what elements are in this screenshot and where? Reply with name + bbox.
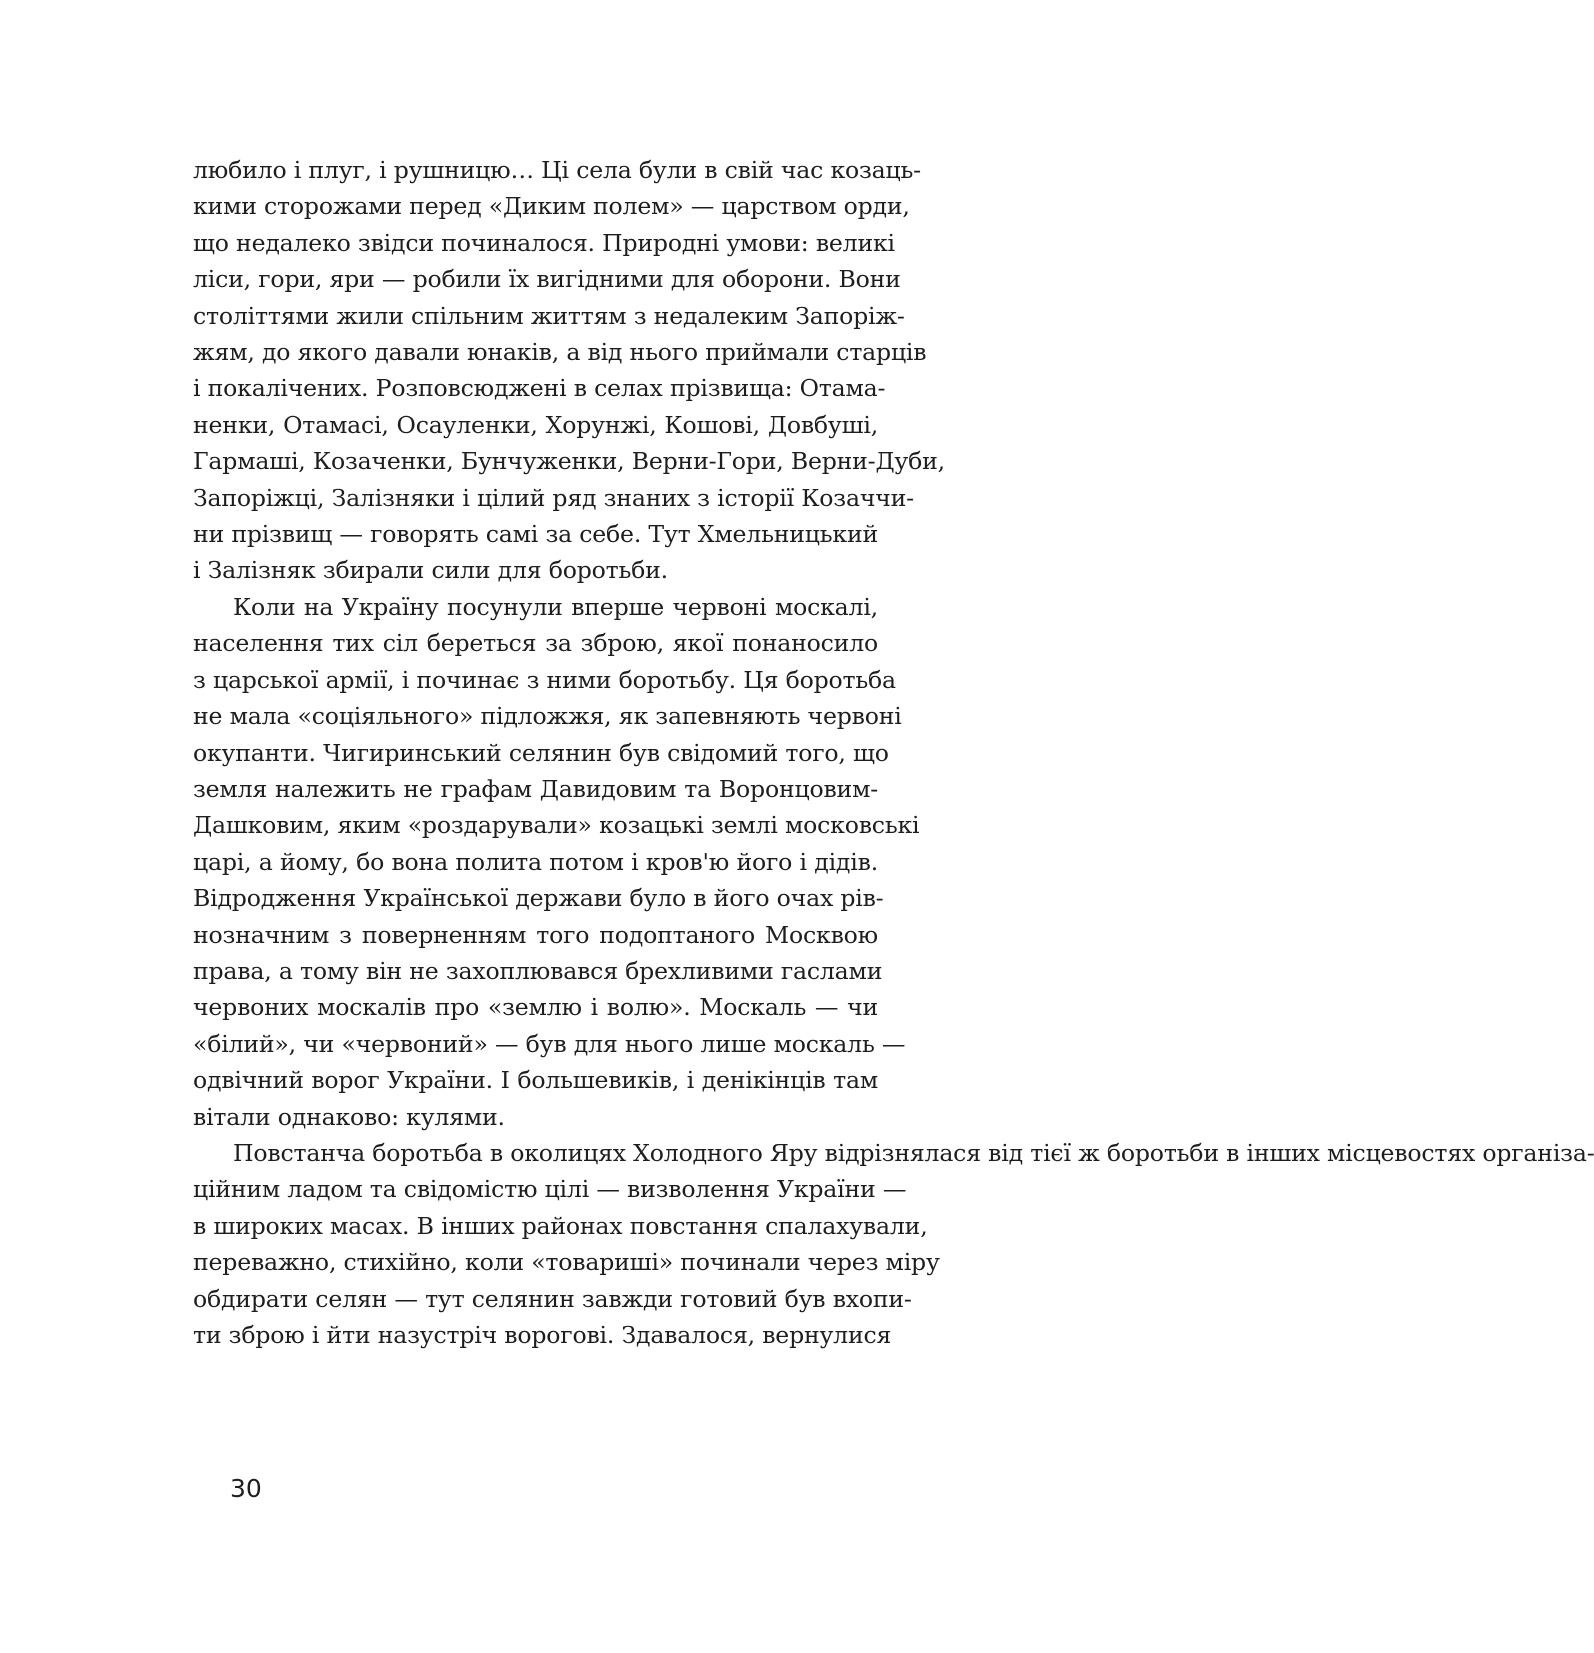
body-text — [193, 152, 1594, 1353]
text-line: ни прізвищ — говорять самі за себе. Тут Хмельницький — [193, 520, 879, 549]
text-line: «білий», чи «червоний» — був для нього лише москаль — — [193, 1029, 906, 1058]
text-line: одвічний ворог України. І большевиків, і денікінців там — [193, 1066, 878, 1095]
text-line: кими сторожами перед «Диким полем» — царством орди, — [193, 192, 910, 221]
text-line: не мала «соціяльного» підложжя, як запевняють червоні — [193, 702, 902, 731]
text-line: Коли на Україну посунули вперше червоні москалі, — [233, 592, 878, 621]
text-line: ненки, Отамасі, Осауленки, Хорунжі, Кошові, Довбуші, — [193, 410, 878, 439]
text-line: і Залізняк збирали сили для боротьби. — [193, 556, 668, 585]
text-line: вітали однаково: кулями. — [193, 1102, 505, 1131]
text-line: в широких масах. В інших районах повстання спалахували, — [193, 1211, 928, 1240]
text-line: нозначним з поверненням того подоптаного Москвою — [193, 920, 878, 949]
text-line: з царської армії, і починає з ними боротьбу. Ця боротьба — [193, 665, 896, 694]
text-line: Запоріжці, Залізняки і цілий ряд знаних з історії Козаччи- — [193, 483, 914, 512]
text-line: обдирати селян — тут селянин завжди готовий був вхопи- — [193, 1284, 912, 1313]
text-line: червоних москалів про «землю і волю». Москаль — чи — [193, 993, 878, 1022]
page-number: 30 — [230, 1474, 262, 1503]
text-line: жям, до якого давали юнаків, а від нього приймали старців — [193, 338, 927, 367]
text-line: століттями жили спільним життям з недалеким Запоріж- — [193, 301, 905, 330]
text-line: Дашковим, яким «роздарували» козацькі землі московські — [193, 811, 920, 840]
text-line: ти зброю і йти назустріч ворогові. Здавалося, вернулися — [193, 1321, 892, 1349]
text-line: Відродження Української держави було в його очах рів- — [193, 884, 884, 913]
text-line: ліси, гори, яри — робили їх вигідними для оборони. Вони — [193, 265, 901, 294]
text-line: окупанти. Чигиринський селянин був свідомий того, що — [193, 738, 889, 767]
text-line: земля належить не графам Давидовим та Воронцовим- — [193, 774, 878, 803]
text-line: права, а тому він не захоплювався брехливими гаслами — [193, 956, 883, 985]
text-line: населення тих сіл береться за зброю, якої понаносило — [193, 629, 878, 658]
text-line: Гармаші, Козаченки, Бунчуженки, Верни-Гори, Верни-Дуби, — [193, 447, 945, 476]
text-line: що недалеко звідси починалося. Природні умови: великі — [193, 228, 895, 257]
text-line: переважно, стихійно, коли «товариші» починали через міру — [193, 1248, 940, 1277]
text-line: Повстанча боротьба в околицях Холодного Яру відрізнялася від тієї ж боротьби в інших місцевостях організа- — [233, 1138, 1594, 1167]
text-line: ційним ладом та свідомістю цілі — визволення України — — [193, 1175, 907, 1204]
text-line: царі, а йому, бо вона полита потом і кров'ю його і дідів. — [193, 847, 878, 876]
text-line: любило і плуг, і рушницю… Ці села були в свій час козаць- — [193, 156, 921, 184]
text-line: і покалічених. Розповсюджені в селах прізвища: Отама- — [193, 374, 886, 403]
